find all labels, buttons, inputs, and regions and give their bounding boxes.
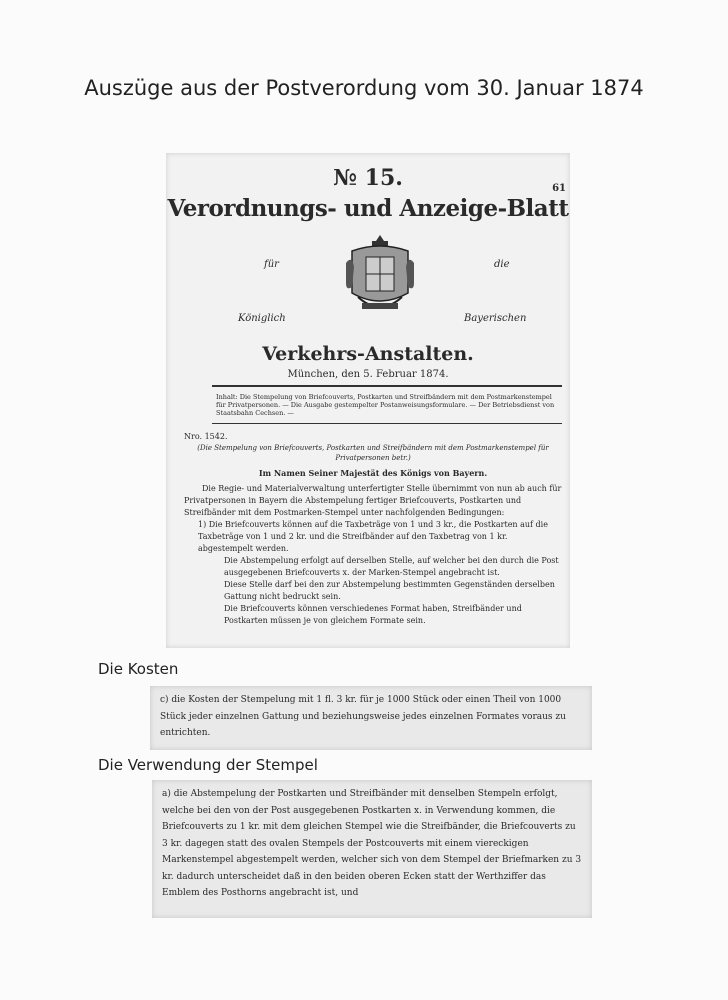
verwendung-scan: a) die Abstempelung der Postkarten und Streifbänder mit denselben Stempeln erfolgt, welche bei den von der Post ausgegebenen Postkarten x. in Verwendung kommen, die Briefcouverts zu 1 kr. mit dem gleichen Stempel wie die Streifbänder, die Briefcouverts zu 3 kr. dagegen statt des ovalen Stempels der Postcouverts mit einem viereckigen Markenstempel abgestempelt werden, welcher sich von dem Stempel der Briefmarken zu 3 kr. dadurch unterscheidet daß in den beiden oberen Ecken statt der Werthziffer das Emblem des Posthorns angebracht ist, und bbox=[152, 780, 592, 918]
ordinance-item: Die Briefcouverts können verschiedenes Format haben, Streifbänder und Postkarten müssen je von gleichem Formate sein. bbox=[224, 604, 522, 625]
ordinance-item: Die Abstempelung erfolgt auf derselben Stelle, auf welcher bei den durch die Post ausgegebenen Briefcouverts x. der Marken-Stempel angebracht ist. bbox=[224, 556, 559, 577]
gazette-subtitle: Verkehrs-Anstalten. bbox=[262, 343, 474, 365]
ordinance-preamble: Im Namen Seiner Majestät des Königs von Bayern. bbox=[258, 468, 488, 478]
coat-of-arms-icon bbox=[344, 233, 416, 317]
gazette-word-koeniglich: Königlich bbox=[238, 313, 286, 324]
page-title: Auszüge aus der Postverordung vom 30. Januar 1874 bbox=[84, 76, 644, 100]
gazette-scan bbox=[166, 153, 570, 648]
section-heading-verwendung: Die Verwendung der Stempel bbox=[98, 756, 318, 774]
divider bbox=[212, 423, 562, 424]
kosten-scan: c) die Kosten der Stempelung mit 1 fl. 3 kr. für je 1000 Stück oder einen Theil von 1000 Stück jeder einzelnen Gattung und beziehungsweise jedes einzelnen Formates voraus zu entrichten. bbox=[150, 686, 592, 750]
divider bbox=[212, 385, 562, 387]
gazette-word-bayerischen: Bayerischen bbox=[464, 313, 527, 324]
ordinance-item: Diese Stelle darf bei den zur Abstempelung bestimmten Gegenständen derselben Gattung nicht bedruckt sein. bbox=[224, 580, 555, 601]
ordinance-description: (Die Stempelung von Briefcouverts, Postkarten und Streifbändern mit dem Postmarkenstempel für Privatpersonen betr.) bbox=[197, 444, 549, 462]
ordinance-paragraph: Die Regie- und Materialverwaltung unterfertigter Stelle übernimmt von nun ab auch für Privatpersonen in Bayern die Abstempelung fertiger Briefcouverts, Postkarten und Streifbänder mit dem Postmarken-Stempel unter nachfolgenden Bedingungen: bbox=[184, 484, 562, 517]
gazette-word-fuer: für bbox=[264, 259, 279, 270]
gazette-title: Verordnungs- und Anzeige-Blatt bbox=[167, 195, 569, 222]
section-heading-kosten: Die Kosten bbox=[98, 660, 179, 678]
gazette-body bbox=[184, 431, 562, 627]
gazette-date: München, den 5. Februar 1874. bbox=[287, 369, 449, 380]
gazette-contents: Inhalt: Die Stempelung von Briefcouverts, Postkarten und Streifbändern mit dem Postmarkenstempel für Privatpersonen. — Die Ausgabe gestempelter Postanweisungsformulare. — Der Betriebsdienst von Staatsbahn Cechsen. — bbox=[216, 393, 555, 417]
gazette-number: № 15. bbox=[333, 165, 403, 191]
ordinance-number: Nro. 1542. bbox=[184, 432, 228, 441]
ordinance-item: 1) Die Briefcouverts können auf die Taxbeträge von 1 und 3 kr., die Postkarten auf die Taxbeträge von 1 und 2 kr. und die Streifbänder auf den Taxbetrag von 1 kr. abgestempelt werden. bbox=[198, 520, 548, 553]
gazette-corner-number: 61 bbox=[552, 183, 566, 194]
gazette-word-die: die bbox=[494, 259, 510, 270]
